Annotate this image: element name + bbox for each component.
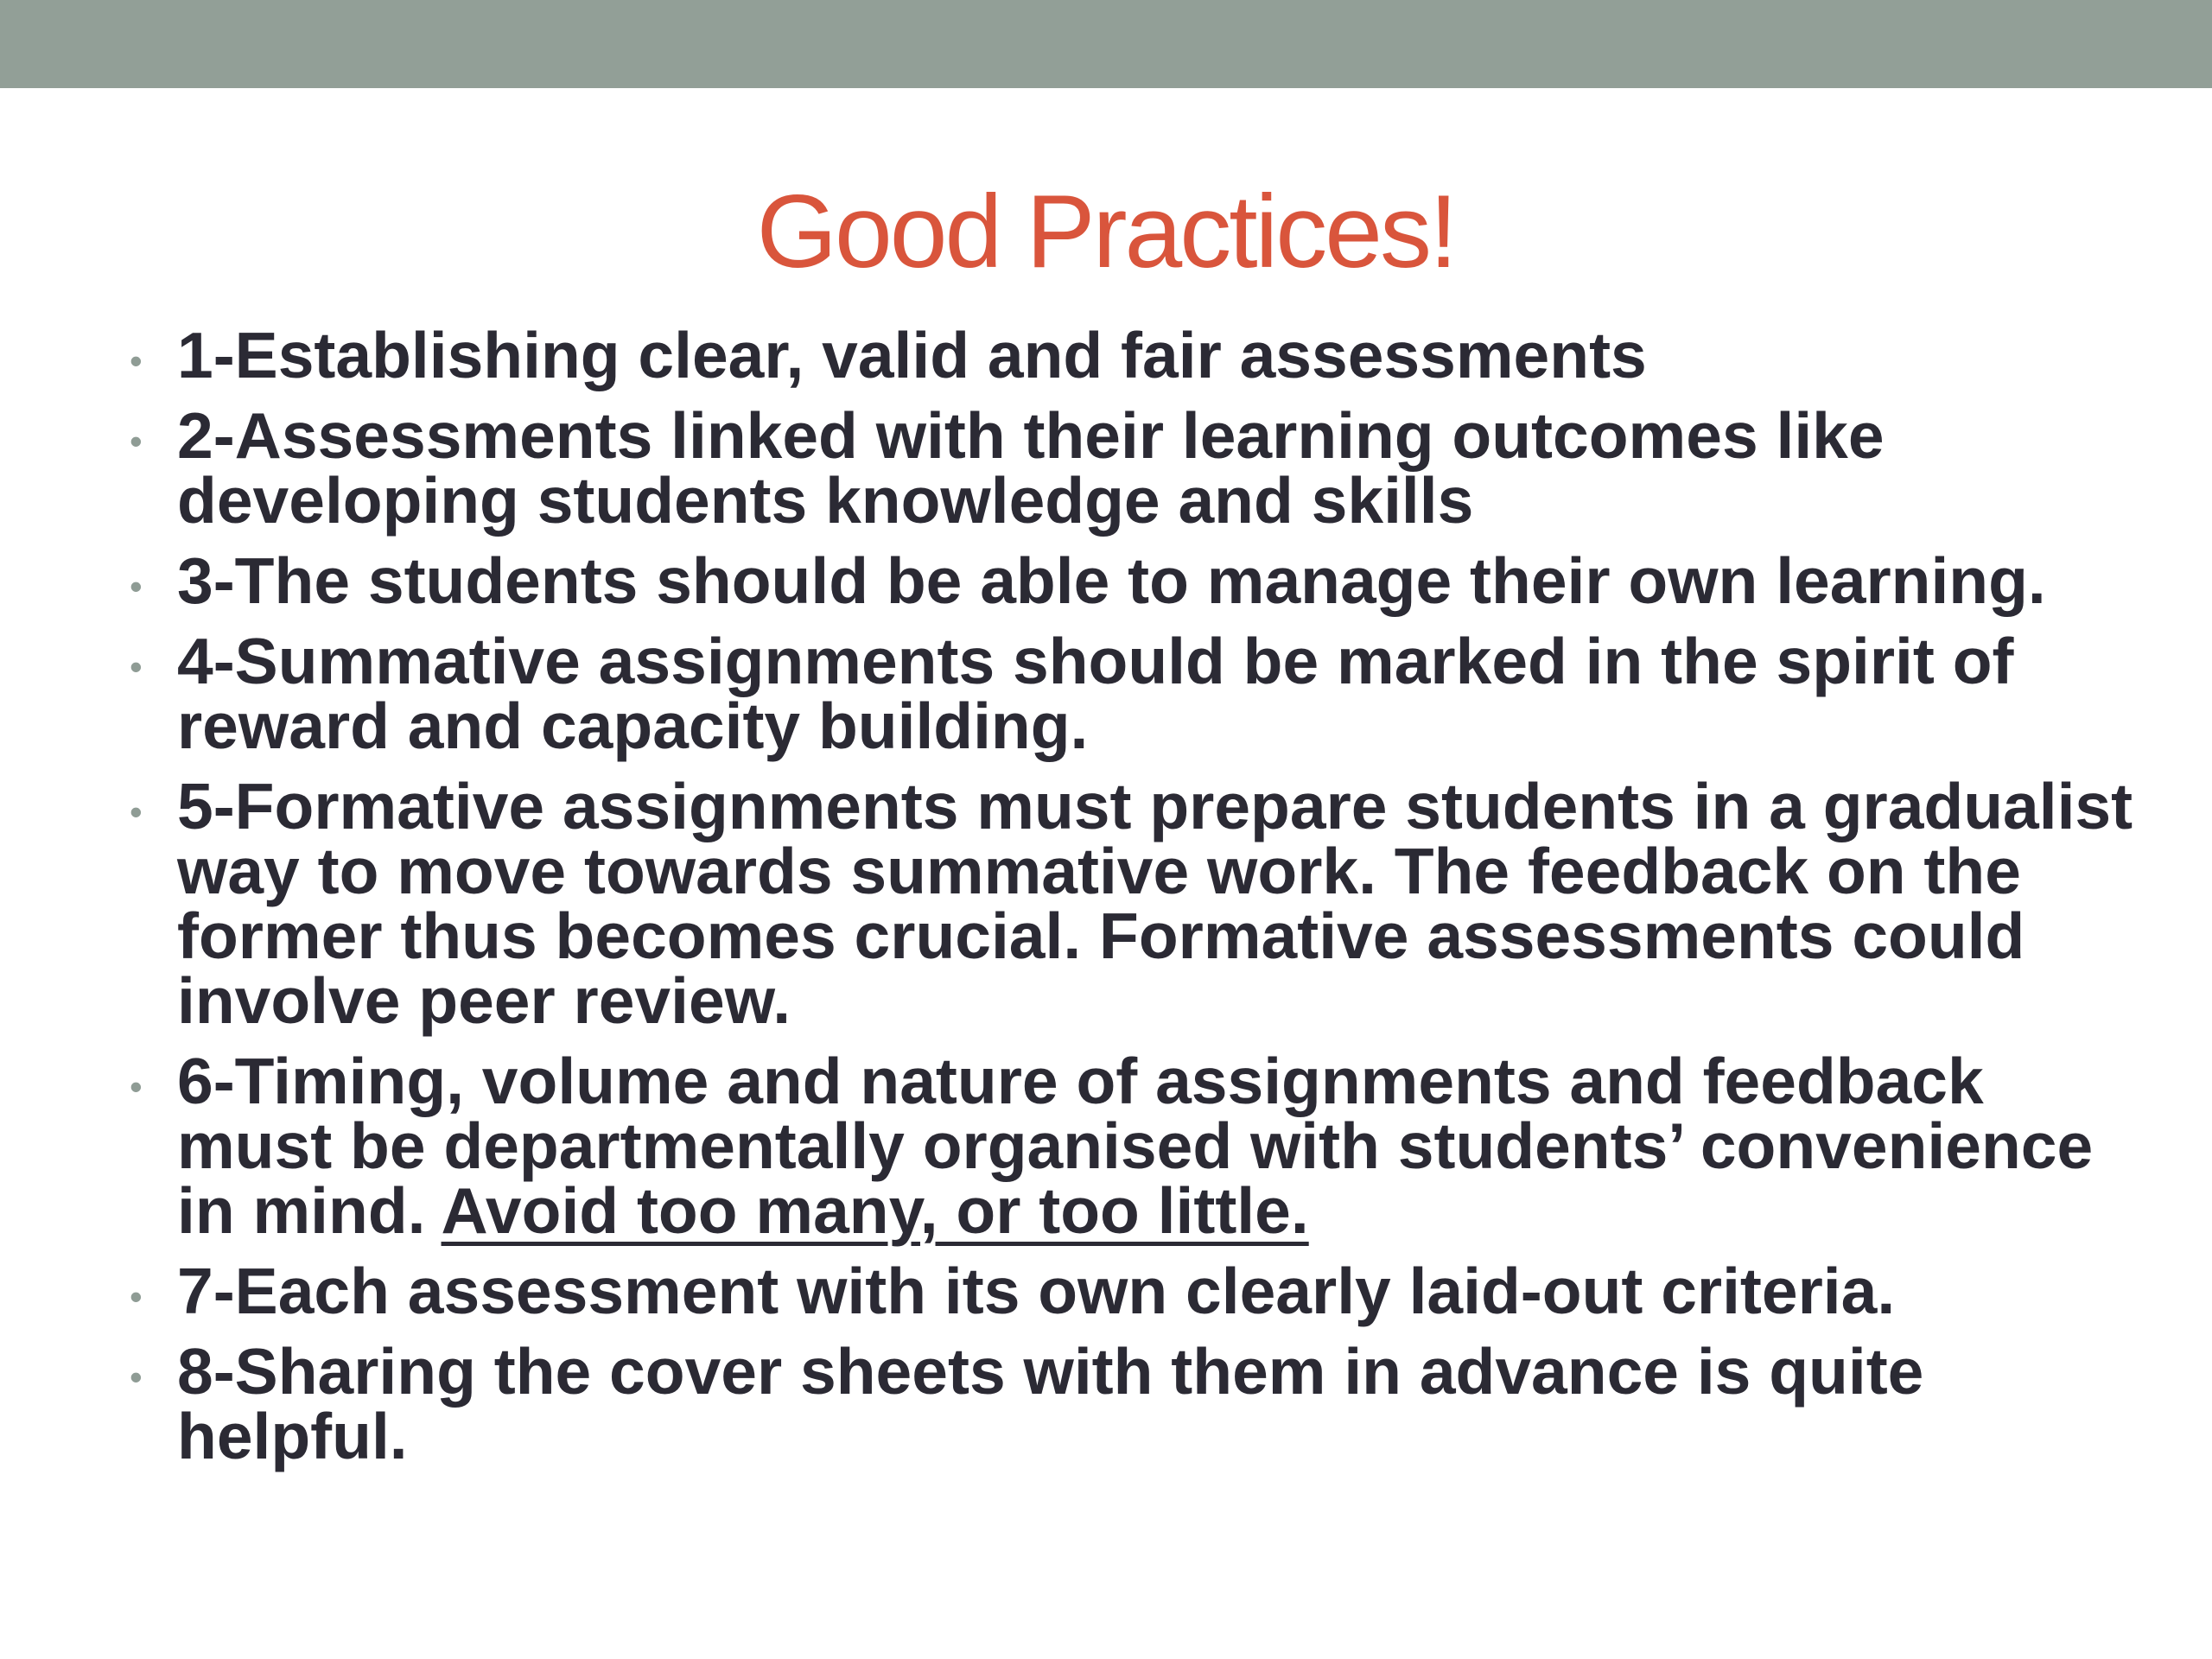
bullet-item-8 xyxy=(130,1335,2143,1472)
bullet-dot-icon: • xyxy=(130,1276,143,1317)
bullet-dot-icon: • xyxy=(130,566,143,607)
bullet-dot-icon: • xyxy=(130,791,143,832)
bullet-item-1 xyxy=(130,319,2143,391)
bullet-text: 3-The students should be able to manage their own learning. xyxy=(177,544,2046,617)
bullet-text: 1-Establishing clear, valid and fair assessments xyxy=(177,319,1647,391)
bullet-item-7 xyxy=(130,1255,2143,1327)
slide-title: Good Practices! xyxy=(756,174,1456,289)
bullet-dot-icon: • xyxy=(130,421,143,461)
bullet-list xyxy=(130,319,2143,1484)
bullet-dot-icon: • xyxy=(130,646,143,687)
bullet-item-5 xyxy=(130,770,2143,1037)
bullet-underlined-text: Avoid too many, or too little. xyxy=(441,1174,1309,1247)
bullet-text: 7-Each assessment with its own clearly laid-out criteria. xyxy=(177,1255,1896,1327)
bullet-item-6 xyxy=(130,1045,2143,1247)
bullet-text: 2-Assessments linked with their learning outcomes like developing students knowledge and skills xyxy=(177,399,1885,537)
bullet-dot-icon: • xyxy=(130,1066,143,1107)
bullet-item-3 xyxy=(130,544,2143,617)
bullet-text: 4-Summative assignments should be marked in the spirit of reward and capacity building. xyxy=(177,625,2014,762)
bullet-item-4 xyxy=(130,625,2143,762)
bullet-dot-icon: • xyxy=(130,340,143,381)
bullet-item-2 xyxy=(130,399,2143,537)
top-header-band xyxy=(0,0,2212,88)
bullet-text: 8-Sharing the cover sheets with them in advance is quite helpful. xyxy=(177,1335,1924,1472)
bullet-text: 6-Timing, volume and nature of assignments and feedback must be departmentally organised with students’ convenience in mind. xyxy=(177,1045,2094,1247)
bullet-dot-icon: • xyxy=(130,1357,143,1397)
bullet-text: 5-Formative assignments must prepare students in a gradualist way to move towards summative work. The feedback on the former thus becomes crucial. Formative assessments could involve peer review. xyxy=(177,770,2133,1037)
